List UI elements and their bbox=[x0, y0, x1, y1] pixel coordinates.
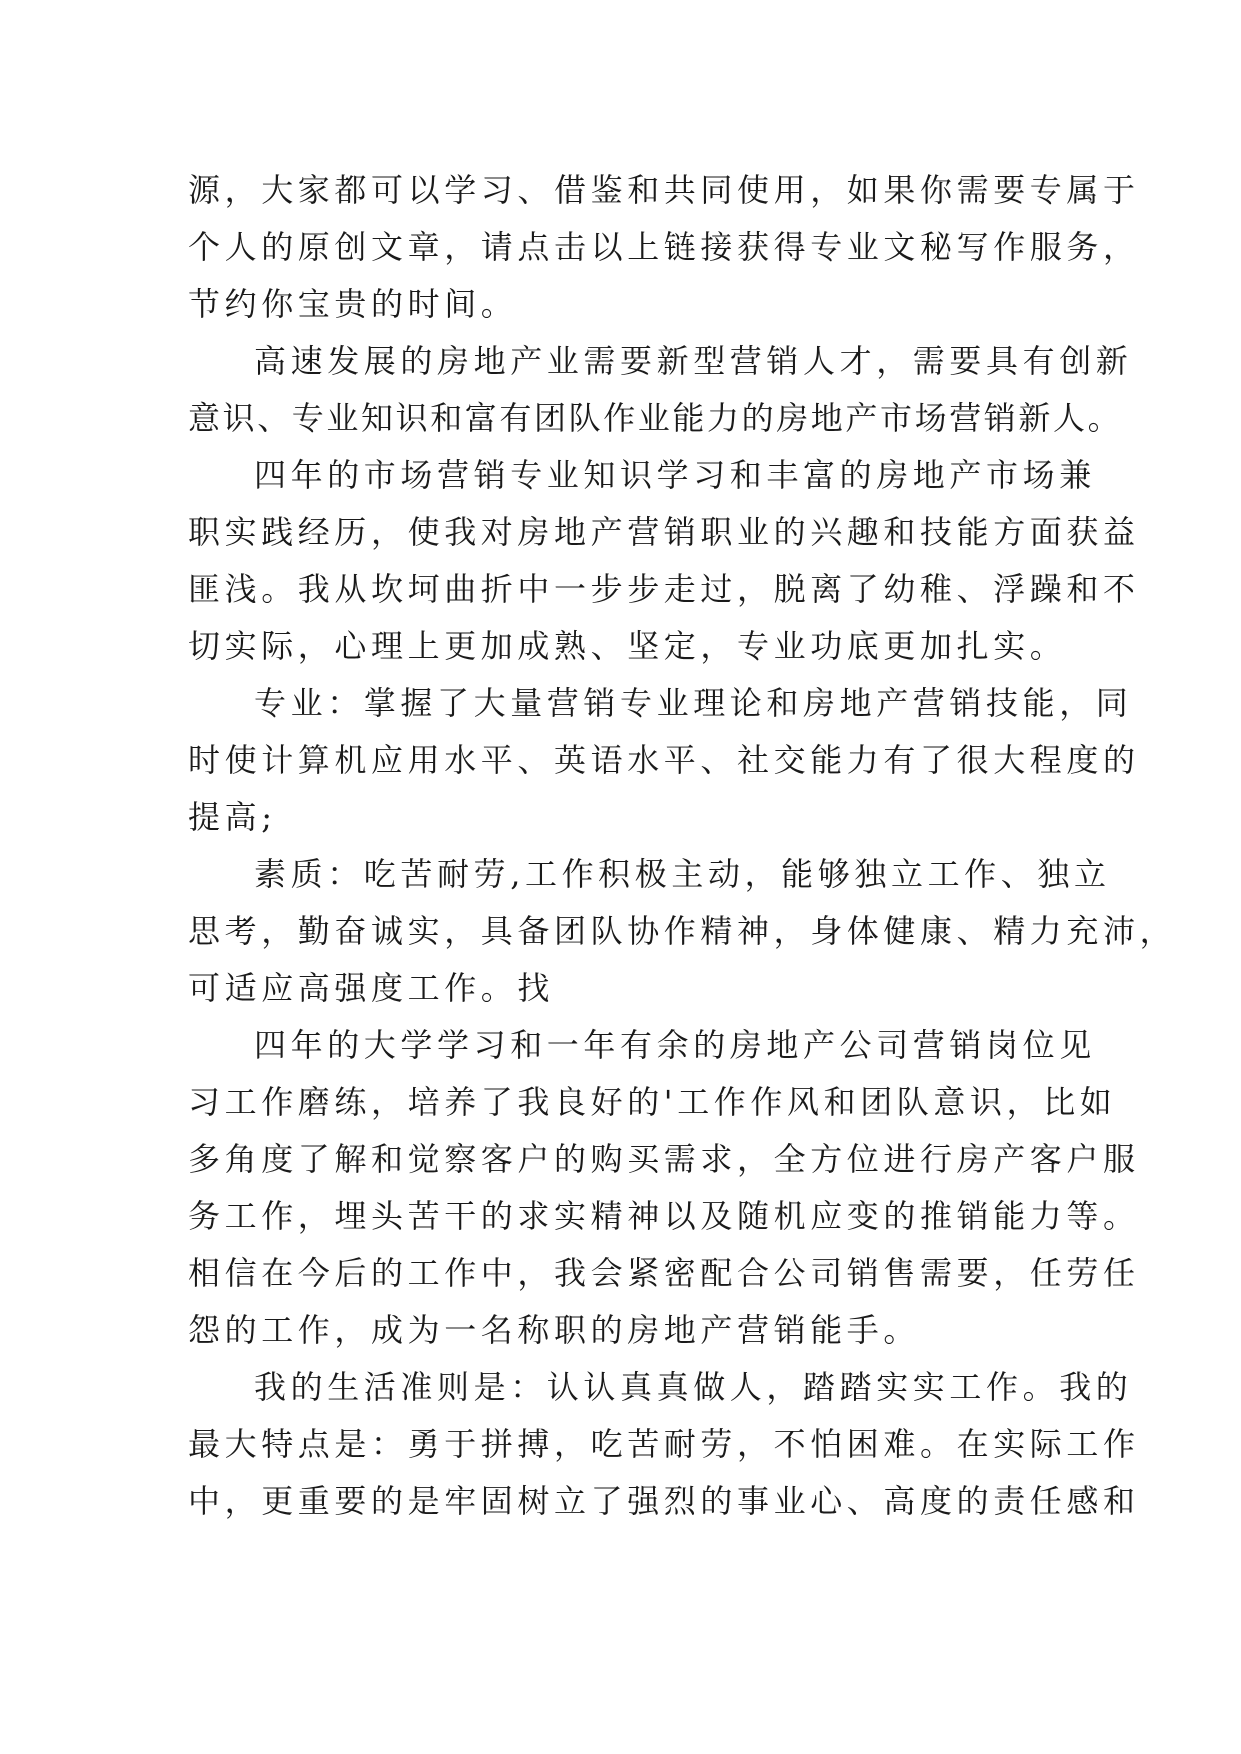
text-line: 意识、专业知识和富有团队作业能力的房地产市场营销新人。 bbox=[188, 399, 1123, 437]
text-line: 时使计算机应用水平、英语水平、社交能力有了很大程度的 bbox=[188, 741, 1140, 779]
text-line: 最大特点是：勇于拼搏，吃苦耐劳，不怕困难。在实际工作 bbox=[188, 1425, 1140, 1463]
text-line: 怨的工作，成为一名称职的房地产营销能手。 bbox=[188, 1311, 921, 1349]
text-line: 职实践经历，使我对房地产营销职业的兴趣和技能方面获益 bbox=[188, 513, 1140, 551]
text-line: 个人的原创文章，请点击以上链接获得专业文秘写作服务， bbox=[188, 228, 1140, 266]
paragraph-first-line: 四年的市场营销专业知识学习和丰富的房地产市场兼 bbox=[254, 456, 1096, 494]
text-line: 切实际，心理上更加成熟、坚定，专业功底更加扎实。 bbox=[188, 627, 1067, 665]
text-line: 提高; bbox=[188, 798, 277, 836]
text-line: 相信在今后的工作中，我会紧密配合公司销售需要，任劳任 bbox=[188, 1254, 1140, 1292]
paragraph-first-line: 高速发展的房地产业需要新型营销人才，需要具有创新 bbox=[254, 342, 1133, 380]
text-line: 习工作磨练，培养了我良好的'工作作风和团队意识，比如 bbox=[188, 1083, 1117, 1121]
text-line: 源，大家都可以学习、借鉴和共同使用，如果你需要专属于 bbox=[188, 171, 1140, 209]
paragraph-first-line: 四年的大学学习和一年有余的房地产公司营销岗位见 bbox=[254, 1026, 1096, 1064]
text-line: 中，更重要的是牢固树立了强烈的事业心、高度的责任感和 bbox=[188, 1482, 1140, 1520]
text-line: 可适应高强度工作。找 bbox=[188, 969, 555, 1007]
text-line: 多角度了解和觉察客户的购买需求，全方位进行房产客户服 bbox=[188, 1140, 1140, 1178]
paragraph-first-line: 我的生活准则是：认认真真做人，踏踏实实工作。我的 bbox=[254, 1368, 1133, 1406]
text-line: 思考，勤奋诚实，具备团队协作精神，身体健康、精力充沛， bbox=[188, 912, 1177, 950]
text-line: 务工作，埋头苦干的求实精神以及随机应变的推销能力等。 bbox=[188, 1197, 1140, 1235]
paragraph-first-line: 专业：掌握了大量营销专业理论和房地产营销技能，同 bbox=[254, 684, 1133, 722]
text-line: 节约你宝贵的时间。 bbox=[188, 285, 518, 323]
document-body bbox=[188, 162, 1177, 1530]
paragraph-first-line: 素质：吃苦耐劳,工作积极主动，能够独立工作、独立 bbox=[254, 855, 1111, 893]
text-line: 匪浅。我从坎坷曲折中一步步走过，脱离了幼稚、浮躁和不 bbox=[188, 570, 1140, 608]
